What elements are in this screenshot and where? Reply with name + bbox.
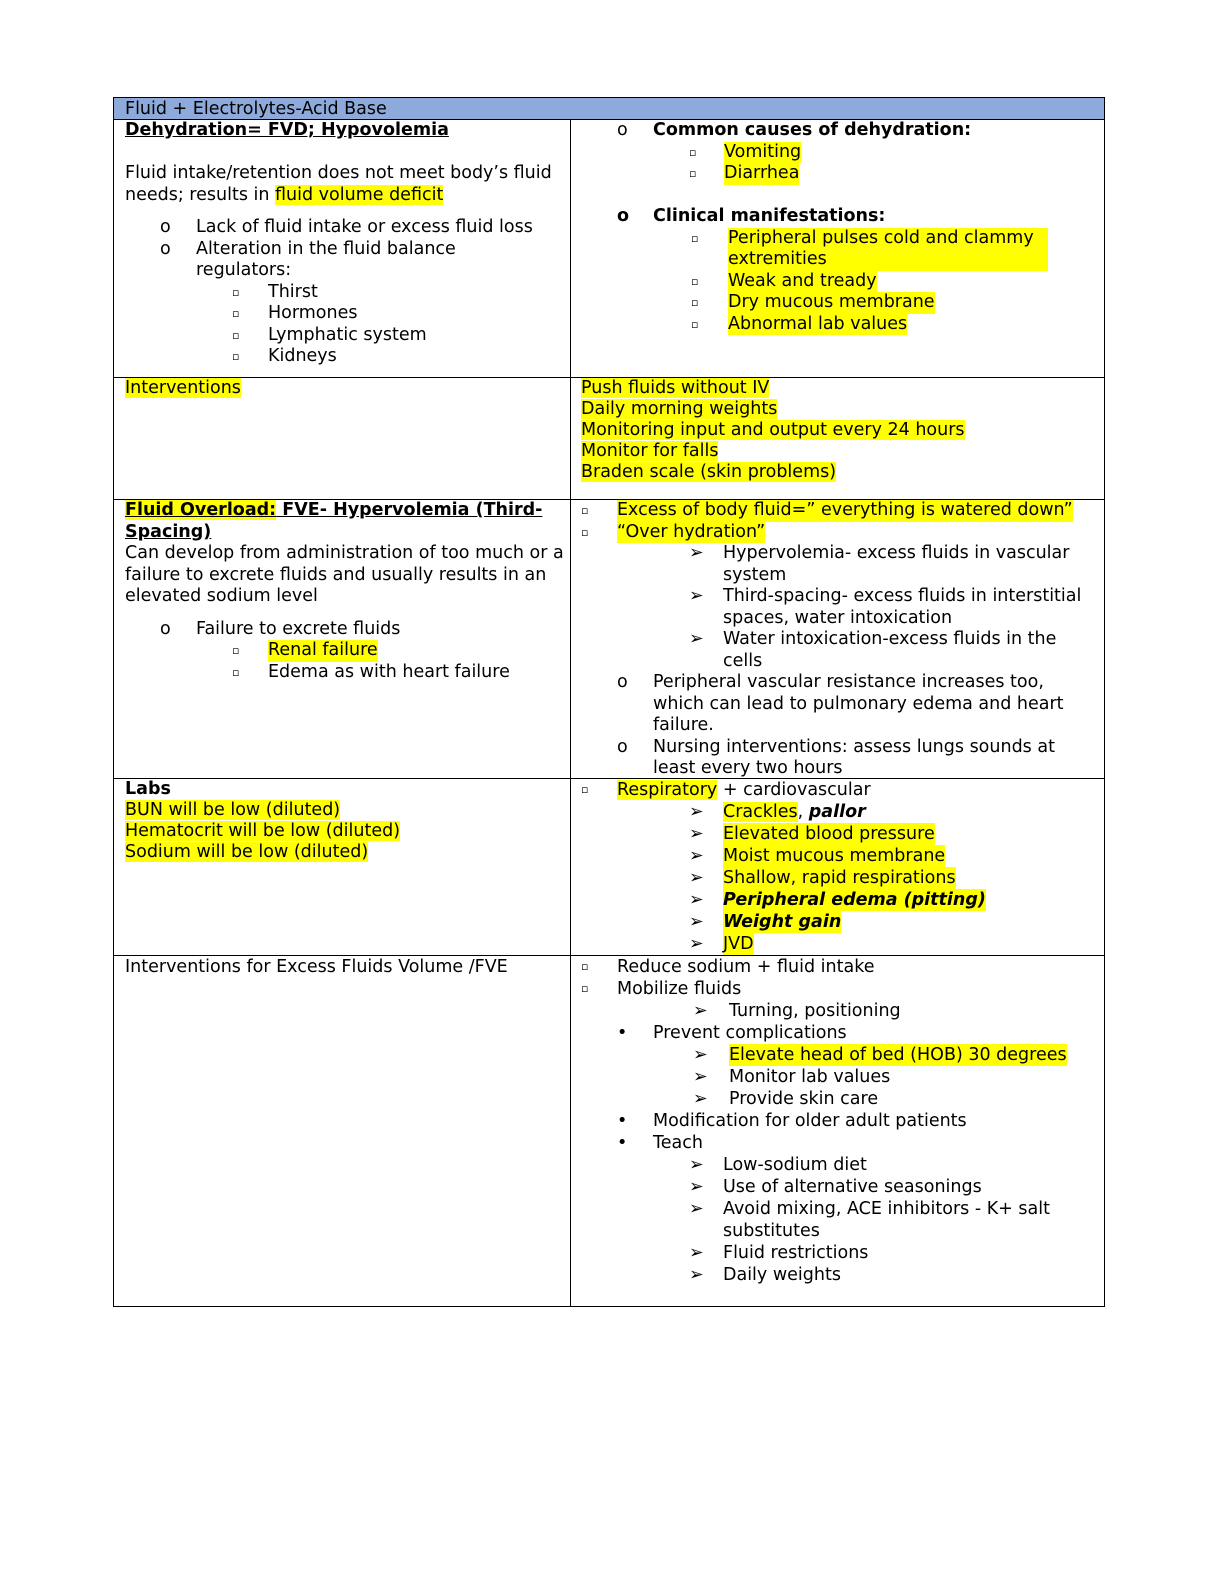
interventions-left-cell bbox=[114, 378, 571, 499]
notes-table bbox=[113, 97, 1105, 1307]
list-item: Sodium will be low (diluted) bbox=[125, 842, 369, 862]
list-item: ➢ Shallow, rapid respirations bbox=[689, 868, 956, 888]
list-item: ➢ Crackles, pallor bbox=[689, 802, 866, 822]
list-item: ▫ “Over hydration” bbox=[581, 521, 766, 542]
list-item: ▫ Kidneys bbox=[232, 346, 337, 366]
list-item: • Modification for older adult patients bbox=[617, 1111, 967, 1131]
list-item: o Nursing interventions: assess lungs sounds at least every two hours bbox=[617, 736, 1055, 778]
overload-right-cell bbox=[571, 500, 1104, 778]
overload-description: Can develop from administration of too much or a failure to excrete fluids and usually results in an elevated sodium level bbox=[125, 543, 564, 606]
list-item: o Alteration in the fluid balance regulators: bbox=[160, 238, 456, 280]
list-item: o Failure to excrete fluids bbox=[160, 618, 401, 639]
list-item: ➢ Elevate head of bed (HOB) 30 degrees bbox=[693, 1045, 1067, 1065]
list-item: ▫ Dry mucous membrane bbox=[691, 292, 935, 312]
list-item: o Common causes of dehydration: bbox=[617, 120, 972, 140]
row-labs bbox=[114, 779, 1104, 956]
dehydration-left-cell bbox=[114, 120, 571, 377]
list-item: ➢ Turning, positioning bbox=[693, 1001, 901, 1021]
list-item: Braden scale (skin problems) bbox=[581, 462, 837, 482]
list-item: ▫ Thirst bbox=[232, 281, 318, 302]
list-item: ➢ Weight gain bbox=[689, 912, 842, 932]
list-item: ▫ Lymphatic system bbox=[232, 324, 427, 345]
table-title: Fluid + Electrolytes-Acid Base bbox=[114, 98, 1104, 120]
list-item: ▫ Vomiting bbox=[689, 141, 802, 162]
list-item: ▫ Weak and tready bbox=[691, 270, 877, 291]
list-item: ▫ Renal failure bbox=[232, 640, 378, 660]
list-item: ▫ Edema as with heart failure bbox=[232, 661, 510, 682]
list-item: ➢ Water intoxication-excess fluids in the cells bbox=[689, 629, 1057, 671]
labs-right-cell bbox=[571, 779, 1104, 955]
list-item: BUN will be low (diluted) bbox=[125, 800, 341, 820]
labs-left-cell bbox=[114, 779, 571, 955]
fve-right-cell bbox=[571, 956, 1104, 1306]
list-item: ➢ JVD bbox=[689, 934, 754, 954]
list-item: o Lack of fluid intake or excess fluid loss bbox=[160, 217, 533, 237]
list-item: ➢ Peripheral edema (pitting) bbox=[689, 890, 986, 910]
interventions-right-cell bbox=[571, 378, 1104, 499]
list-item: ➢ Moist mucous membrane bbox=[689, 846, 946, 866]
list-item: ➢ Low-sodium diet bbox=[689, 1155, 867, 1175]
fve-left-cell bbox=[114, 956, 571, 1306]
labs-label: Labs bbox=[125, 779, 171, 799]
list-item: o Peripheral vascular resistance increases too, which can lead to pulmonary edema and heart failure. bbox=[617, 672, 1064, 735]
list-item: Push fluids without IV bbox=[581, 378, 770, 398]
dehydration-heading: Dehydration= FVD; Hypovolemia bbox=[125, 120, 449, 140]
row-fve-interventions bbox=[114, 956, 1104, 1306]
list-item: Monitoring input and output every 24 hours bbox=[581, 420, 965, 440]
list-item: Daily morning weights bbox=[581, 399, 778, 419]
list-item: Monitor for falls bbox=[581, 441, 719, 461]
list-item: ▫ Respiratory + cardiovascular bbox=[581, 780, 871, 800]
list-item: ➢ Use of alternative seasonings bbox=[689, 1177, 982, 1197]
row-dehydration bbox=[114, 120, 1104, 378]
list-item: ➢ Daily weights bbox=[689, 1265, 841, 1285]
list-item: o Clinical manifestations: bbox=[617, 206, 886, 226]
overload-left-cell bbox=[114, 500, 571, 778]
list-item: ➢ Provide skin care bbox=[693, 1089, 879, 1109]
list-item: ➢ Fluid restrictions bbox=[689, 1243, 869, 1263]
list-item: ➢ Hypervolemia- excess fluids in vascular system bbox=[689, 543, 1070, 585]
interventions-label: Interventions bbox=[125, 378, 241, 398]
list-item: • Teach bbox=[617, 1133, 703, 1153]
list-item: Hematocrit will be low (diluted) bbox=[125, 821, 401, 841]
dehydration-right-cell bbox=[571, 120, 1104, 377]
list-item: ▫ Reduce sodium + fluid intake bbox=[581, 957, 875, 977]
list-item: ▫ Mobilize fluids bbox=[581, 979, 742, 999]
overload-heading: Fluid Overload: FVE- Hypervolemia (Third-Spacing) bbox=[125, 500, 543, 542]
list-item: ▫ Hormones bbox=[232, 303, 358, 323]
list-item: ▫ Peripheral pulses cold and clammy extremities bbox=[581, 228, 1104, 271]
fve-label: Interventions for Excess Fluids Volume /FVE bbox=[125, 957, 508, 977]
list-item: ➢ Elevated blood pressure bbox=[689, 824, 935, 844]
row-interventions bbox=[114, 378, 1104, 500]
row-fluid-overload bbox=[114, 500, 1104, 779]
list-item: ▫ Abnormal lab values bbox=[691, 313, 908, 334]
list-item: ▫ Diarrhea bbox=[689, 163, 800, 183]
list-item: ▫ Excess of body fluid=” everything is watered down” bbox=[581, 500, 1073, 520]
list-item: ➢ Third-spacing- excess fluids in interstitial spaces, water intoxication bbox=[689, 586, 1082, 628]
list-item: ➢ Avoid mixing, ACE inhibitors - K+ salt substitutes bbox=[689, 1199, 1050, 1241]
list-item: ➢ Monitor lab values bbox=[693, 1067, 891, 1087]
dehydration-description: Fluid intake/retention does not meet body’s fluid needs; results in fluid volume deficit bbox=[125, 163, 552, 205]
list-item: • Prevent complications bbox=[617, 1023, 847, 1043]
